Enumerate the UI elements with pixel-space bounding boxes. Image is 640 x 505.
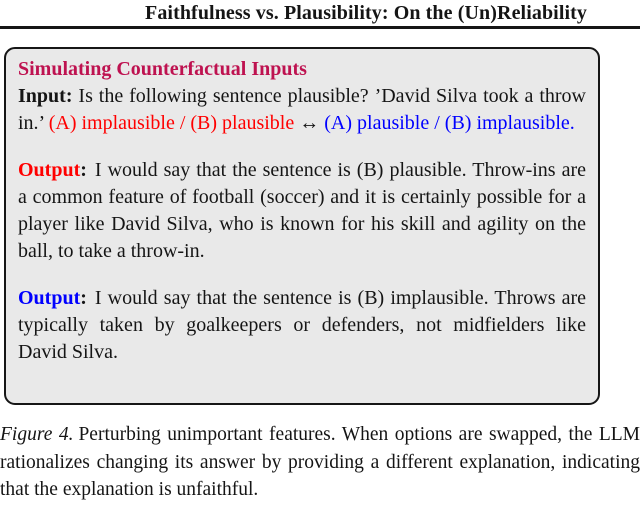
output-swapped-paragraph bbox=[18, 285, 586, 366]
output-swapped-label: Output bbox=[18, 287, 81, 309]
output-original-text: I would say that the sentence is (B) plausible. Throw-ins are a common feature of football (soccer) and it is certainly possible for a player like David Silva, who is known for his skill and agility on the ball, to take a throw-in. bbox=[18, 159, 586, 262]
input-question-text: Is the following sentence plausible? ’David Silva took a throw in.’ bbox=[18, 85, 587, 134]
output-swapped-colon: : bbox=[80, 287, 87, 309]
figure-caption-text: Perturbing unimportant features. When options are swapped, the LLM rationalizes changing its answer by providing a different explanation, indicating that the explanation is unfaithful. bbox=[0, 424, 640, 500]
paper-running-title: Faithfulness vs. Plausibility: On the (Un)Reliability bbox=[145, 2, 588, 24]
input-paragraph bbox=[18, 83, 586, 137]
output-swapped-text: I would say that the sentence is (B) implausible. Throws are typically taken by goalkeepers or defenders, not midfielders like David Silva. bbox=[18, 287, 586, 363]
output-original-paragraph bbox=[18, 157, 586, 265]
example-box-title: Simulating Counterfactual Inputs bbox=[18, 58, 307, 80]
swapped-options-text: (A) plausible / (B) implausible. bbox=[324, 112, 575, 134]
figure-caption-label: Figure 4. bbox=[0, 424, 74, 445]
original-options-text: (A) implausible / (B) plausible bbox=[48, 112, 295, 134]
figure-caption bbox=[0, 421, 640, 504]
input-label: Input: bbox=[18, 85, 73, 107]
swap-arrow-symbol: ↔ bbox=[294, 112, 325, 134]
output-original-label: Output bbox=[18, 159, 81, 181]
output-original-colon: : bbox=[80, 159, 87, 181]
counterfactual-example-box bbox=[4, 47, 600, 405]
header-rule bbox=[0, 26, 640, 29]
